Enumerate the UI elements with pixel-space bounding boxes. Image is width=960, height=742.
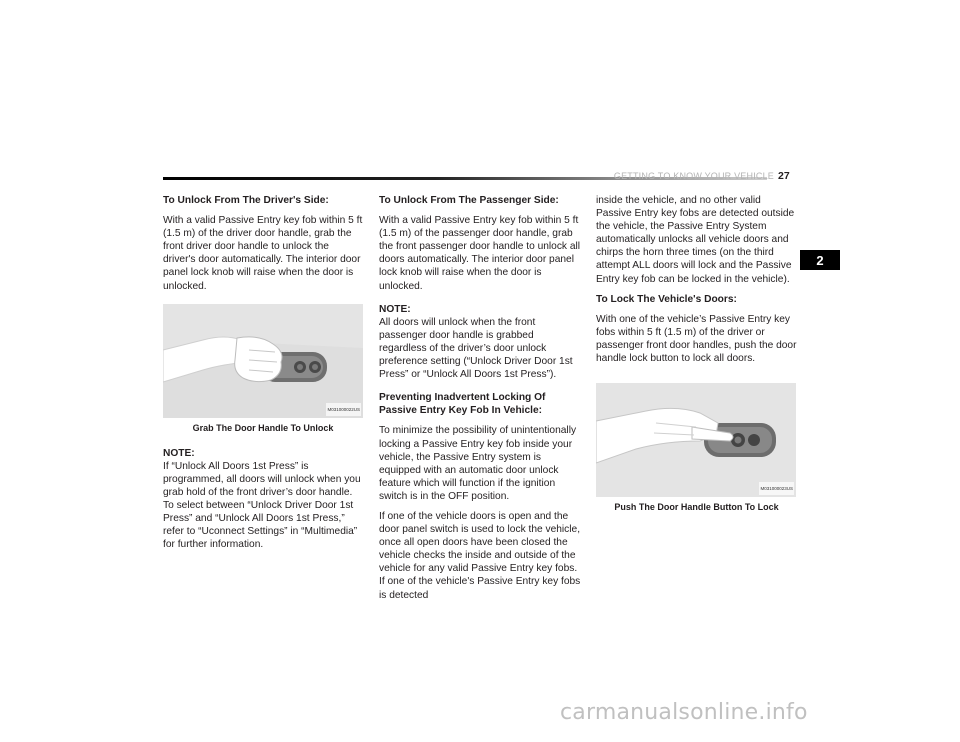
note (163, 447, 363, 552)
page-number: 27 (778, 170, 790, 182)
figure-grab-handle (163, 304, 363, 435)
figure-caption: Push The Door Handle Button To Lock (614, 502, 779, 513)
hand-grab-handle-icon (163, 304, 363, 418)
paragraph: With a valid Passive Entry key fob within 5 ft (1.5 m) of the driver door handle, grab the front driver door handle to unlock the driver's door automatically. The interior door panel lock knob will raise when the door is unlocked. (163, 215, 363, 292)
paragraph: With a valid Passive Entry key fob within 5 ft (1.5 m) of the passenger door handle, grab the front passenger door handle to unlock all doors automatically. The interior door panel lock knob will raise when the door is unlocked. (379, 215, 581, 292)
hand-push-button-icon (596, 383, 796, 497)
figure-id: M031000022US (326, 403, 361, 416)
note-label: NOTE: (163, 447, 195, 459)
chapter-tab[interactable]: 2 (800, 250, 840, 270)
note-label: NOTE: (379, 303, 411, 315)
paragraph: To minimize the possibility of unintentionally locking a Passive Entry key fob inside your vehicle, the Passive Entry system is equipped with an automatic door unlock feature which will function if the ignition switch is in the OFF position. (379, 425, 577, 502)
figure-push-button (596, 383, 797, 514)
paragraph: If one of the vehicle doors is open and the door panel switch is used to lock the vehicle, once all open doors have been closed the vehicle checks the inside and outside of the vehicle for any valid Passive Entry key fobs. If one of the vehicle's Passive Entry key fobs is detected (379, 510, 581, 601)
heading-unlock-driver-side: To Unlock From The Driver's Side: (163, 195, 329, 206)
paragraph: With one of the vehicle’s Passive Entry key fobs within 5 ft (1.5 m) of the driver or passenger front door handles, push the door handle lock button to lock all doors. (596, 313, 797, 365)
paragraph: inside the vehicle, and no other valid Passive Entry key fobs are detected outside the vehicle, the Passive Entry System automatically unlocks all vehicle doors and chirps the horn three times (on the third attempt ALL doors will lock and the Passive Entry key fob can be locked in the vehicle). (596, 195, 795, 285)
door-handle-illustration (163, 304, 363, 418)
note (379, 303, 581, 382)
column-1 (163, 194, 363, 559)
column-3 (596, 194, 797, 526)
heading-prevent-locking: Preventing Inadvertent Locking Of Passive Entry Key Fob In Vehicle: (379, 392, 546, 417)
door-handle-button-illustration (596, 383, 796, 497)
figure-id: M031000023US (759, 482, 794, 495)
column-2 (379, 194, 581, 609)
watermark: carmanualsonline.info (560, 700, 808, 725)
note-text: If “Unlock All Doors 1st Press” is programmed, all doors will unlock when you grab hold of the front driver’s door handle. To select between “Unlock Driver Door 1st Press” and “Unlock All Doors 1st Press,” refer to “Uconnect Settings” in “Multimedia” for further information. (163, 460, 361, 551)
section-title: GETTING TO KNOW YOUR VEHICLE (613, 171, 774, 181)
heading-unlock-passenger-side: To Unlock From The Passenger Side: (379, 195, 559, 206)
figure-caption: Grab The Door Handle To Unlock (192, 422, 334, 433)
heading-lock-doors: To Lock The Vehicle's Doors: (596, 293, 737, 305)
note-text: All doors will unlock when the front passenger door handle is grabbed regardless of the driver’s door unlock preference setting (“Unlock Driver Door 1st Press” or “Unlock All Doors 1st Press”). (379, 316, 573, 381)
